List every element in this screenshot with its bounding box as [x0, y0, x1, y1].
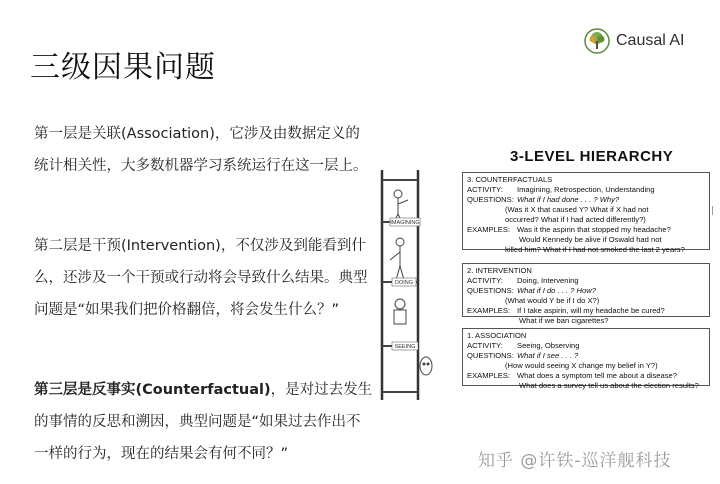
questions-text: What if I see . . . ?: [517, 351, 579, 360]
examples-text: What does a symptom tell me about a disease?: [517, 371, 677, 380]
activity-label: ACTIVITY:: [467, 341, 503, 350]
questions-sub: occurred? What if I had acted differently?): [505, 215, 646, 224]
questions-text: What if I do . . . ? How?: [517, 286, 596, 295]
activity-text: Imagining, Retrospection, Understanding: [517, 185, 655, 194]
level-box-intervention: [462, 263, 710, 325]
page-title: 三级因果问题: [30, 50, 216, 85]
examples-sub: Would Kennedy be alive if Oswald had not: [519, 235, 662, 244]
examples-sub: What does a survey tell us about the election results?: [519, 381, 699, 390]
brand-logo: [584, 28, 684, 54]
questions-sub: (Was it X that caused Y? What if X had not: [505, 205, 649, 214]
paragraph-counterfactual-bold: 第三层是反事实(Counterfactual): [34, 382, 271, 398]
examples-text: If I take aspirin, will my headache be cured?: [517, 306, 665, 315]
level-box-counterfactuals: [462, 172, 710, 254]
examples-text: Was it the aspirin that stopped my headache?: [517, 225, 671, 234]
examples-label: EXAMPLES:: [467, 371, 511, 380]
questions-sub: (How would seeing X change my belief in Y?): [505, 361, 658, 370]
level-heading: 3. COUNTERFACTUALS: [467, 175, 553, 184]
level-heading: 2. INTERVENTION: [467, 266, 532, 275]
ladder-label-doing: DOING: [394, 280, 414, 286]
watermark: 知乎 @许铁-巡洋舰科技: [478, 451, 672, 471]
examples-label: EXAMPLES:: [467, 225, 511, 234]
questions-label: QUESTIONS:: [467, 286, 514, 295]
examples-label: EXAMPLES:: [467, 306, 511, 315]
questions-label: QUESTIONS:: [467, 195, 514, 204]
questions-label: QUESTIONS:: [467, 351, 514, 360]
level-box-association: [462, 328, 710, 390]
examples-sub: What if we ban cigarettes?: [519, 316, 609, 325]
paragraph-association: 第一层是关联(Association)，它涉及由数据定义的统计相关性，大多数机器学习系统运行在这一层上。: [34, 126, 368, 174]
tree-icon: [584, 28, 610, 54]
paragraph-counterfactual: [34, 374, 374, 470]
examples-sub: killed him? What if I had not smoked the last 2 years?: [505, 245, 685, 254]
questions-text: What if I had done . . . ? Why?: [517, 195, 620, 204]
edge-tick: [712, 206, 715, 215]
activity-text: Seeing, Observing: [517, 341, 580, 350]
ladder-illustration: [374, 170, 438, 400]
ladder-label-seeing: SEEING: [394, 344, 416, 350]
activity-text: Doing, Intervening: [517, 276, 579, 285]
ladder-label-imagining: IMAGINING: [390, 220, 420, 226]
logo-name: Causal AI: [616, 32, 685, 49]
level-heading: 1. ASSOCIATION: [467, 331, 527, 340]
activity-label: ACTIVITY:: [467, 185, 503, 194]
activity-label: ACTIVITY:: [467, 276, 503, 285]
paragraph-counterfactual-rest: ，是对过去发生的事情的反思和溯因，典型问题是“如果过去作出不一样的行为，现在的结果会有何不同？”: [34, 382, 373, 462]
questions-sub: (What would Y be if I do X?): [505, 296, 600, 305]
figure-title: 3-LEVEL HIERARCHY: [510, 148, 674, 165]
paragraph-intervention: 第二层是干预(Intervention)，不仅涉及到能看到什么，还涉及一个干预或行动将会导致什么结果。典型问题是“如果我们把价格翻倍，将会发生什么？”: [34, 238, 368, 318]
